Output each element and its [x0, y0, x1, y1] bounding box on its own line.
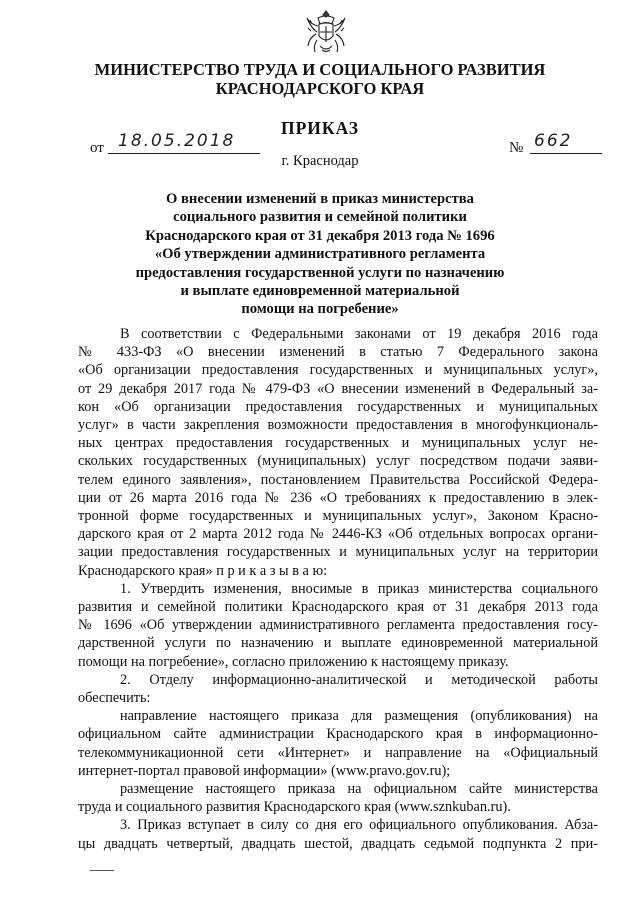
ministry-name-line1: МИНИСТЕРСТВО ТРУДА И СОЦИАЛЬНОГО РАЗВИТИЯ	[94, 60, 546, 79]
coat-of-arms-icon	[304, 8, 348, 56]
order-date: 18.05.2018	[118, 131, 236, 151]
body-line: ции от 26 марта 2016 года № 236 «О требованиях к предоставлению в элек-	[78, 489, 598, 506]
body-line: официальном сайте администрации Краснодарского края в информационно-	[78, 726, 598, 743]
body-line: 1. Утвердить изменения, вносимые в приказ министерства социального	[120, 580, 598, 597]
body-line: телекоммуникационной сети «Интернет» и направление на «Официальный	[78, 744, 598, 761]
body-line: дарственной услуги по назначению и выплате единовременной материальной	[78, 635, 598, 652]
subject-line: и выплате единовременной материальной	[180, 283, 460, 300]
subject-line: О внесении изменений в приказ министерства	[166, 191, 474, 207]
body-line: кон «Об организации предоставления государственных и муниципальных	[78, 398, 598, 415]
subject-line: «Об утверждении административного регламента	[154, 246, 486, 263]
body-line: ных центрах предоставления государственных и муниципальных услуг не-	[78, 435, 598, 452]
ministry-name-line2: КРАСНОДАРСКОГО КРАЯ	[215, 79, 425, 98]
order-body	[78, 325, 598, 853]
subject-line: предоставления государственной услуги по назначению	[135, 264, 505, 281]
subject-line: социального развития и семейной политики	[173, 209, 467, 226]
order-title: ПРИКАЗ	[280, 118, 360, 138]
body-line: зации предоставления государственных и муниципальных услуг на территории	[78, 544, 598, 561]
body-line: интернет-портал правовой информации» (www.pravo.gov.ru);	[78, 762, 451, 779]
body-line: цы двадцать четвертый, двадцать шестой, двадцать седьмой подпункта 2 при-	[78, 835, 598, 852]
body-line: направление настоящего приказа для размещения (опубликования) на	[120, 708, 598, 725]
body-line: Краснодарского края» п р и к а з ы в а ю:	[78, 562, 328, 579]
body-line: телем единого заявления», постановлением Правительства Российской Федера-	[78, 471, 598, 488]
subject-line: Краснодарского края от 31 декабря 2013 года № 1696	[145, 227, 495, 244]
date-label: от	[90, 140, 104, 156]
body-line: № 433-ФЗ «О внесении изменений в статью 7 Федерального закона	[78, 344, 598, 361]
body-line: размещение настоящего приказа на официальном сайте министерства	[120, 781, 598, 798]
body-line: № 1696 «Об утверждении административного регламента предоставления госу-	[78, 617, 598, 634]
body-line: обеспечить:	[78, 690, 151, 707]
body-line: от 29 декабря 2017 года № 479-ФЗ «О внесении изменений в Федеральный за-	[78, 380, 598, 397]
body-line: 2. Отделу информационно-аналитической и методической работы	[120, 671, 598, 688]
body-line: помощи на погребение», согласно приложению к настоящему приказу.	[78, 653, 509, 670]
body-line: труда и социального развития Краснодарского края (www.sznkuban.ru).	[78, 799, 511, 816]
footer-mark	[90, 870, 114, 871]
subject-line: помощи на погребение»	[241, 301, 399, 318]
body-line: В соответствии с Федеральными законами от 19 декабря 2016 года	[120, 326, 598, 342]
number-label: №	[509, 140, 524, 156]
body-line: развития и семейной политики Краснодарского края от 31 декабря 2013 года	[78, 599, 598, 616]
city: г. Краснодар	[281, 153, 359, 169]
body-line: дарского края от 2 марта 2012 года № 2446-КЗ «Об отдельных вопросах органи-	[78, 526, 598, 543]
body-line: «Об организации предоставления государственных и муниципальных услуг»,	[78, 362, 598, 379]
body-line: услуг» в части закрепления возможности предоставления в многофункциональ-	[78, 417, 598, 434]
order-number: 662	[534, 131, 573, 151]
order-subject	[0, 190, 640, 319]
body-line: скольких государственных (муниципальных) услуг посредством подачи заяви-	[78, 453, 598, 470]
body-line: 3. Приказ вступает в силу со дня его официального опубликования. Абза-	[120, 817, 598, 834]
body-line: тронной форме государственных и муниципальных услуг», Законом Красно-	[78, 508, 598, 525]
